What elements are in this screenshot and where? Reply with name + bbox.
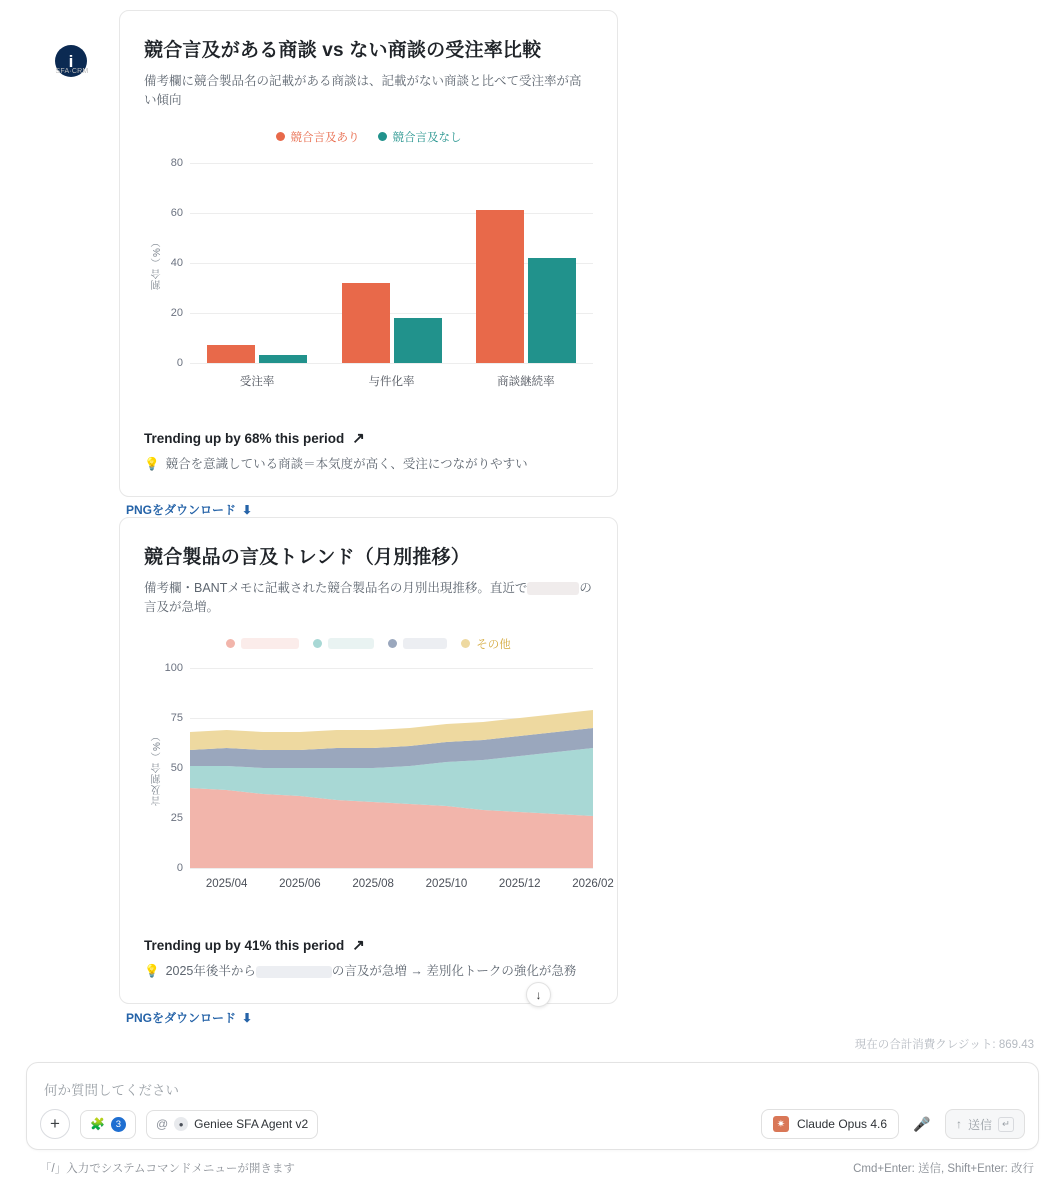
tools-badge: 3 bbox=[111, 1117, 126, 1132]
x-tick-label: 2025/06 bbox=[279, 877, 321, 890]
send-arrow-icon: ↑ bbox=[956, 1117, 963, 1131]
legend-area bbox=[120, 636, 617, 652]
trend-label: Trending up by 68% this period bbox=[144, 430, 345, 446]
card-footer bbox=[144, 429, 593, 474]
avatar-mark: i bbox=[68, 51, 74, 71]
y-tick-label: 0 bbox=[176, 861, 183, 874]
bar bbox=[528, 258, 576, 363]
x-tick-label: 2025/10 bbox=[425, 877, 468, 890]
legend-label-redacted bbox=[241, 638, 299, 649]
insight-text bbox=[144, 962, 593, 981]
legend-swatch bbox=[461, 639, 470, 648]
card-subtitle bbox=[144, 579, 593, 618]
insight-label bbox=[166, 962, 577, 981]
redacted-text bbox=[256, 966, 332, 978]
trending-up-arrow-icon: ↗ bbox=[352, 937, 365, 954]
legend-item bbox=[276, 129, 360, 145]
legend-item bbox=[226, 636, 299, 652]
gridline bbox=[190, 213, 593, 214]
subtitle-pre: 備考欄・BANTメモに記載された競合製品名の月別出現推移。直近で bbox=[144, 581, 528, 595]
download-icon: ⬇ bbox=[242, 1010, 253, 1025]
bar bbox=[259, 355, 307, 363]
legend-swatch bbox=[388, 639, 397, 648]
at-icon: @ bbox=[155, 1117, 169, 1131]
download-png-label: PNGをダウンロード bbox=[126, 503, 237, 517]
plus-icon: + bbox=[50, 1114, 60, 1133]
download-png-link[interactable] bbox=[126, 1009, 252, 1026]
avatar-caption: SFA·CRM bbox=[55, 68, 89, 75]
keyboard-shortcut-hint: Cmd+Enter: 送信, Shift+Enter: 改行 bbox=[853, 1163, 1034, 1175]
redacted-text bbox=[527, 582, 579, 595]
download-png-label: PNGをダウンロード bbox=[126, 1011, 237, 1025]
y-tick-label: 25 bbox=[170, 811, 183, 824]
gridline bbox=[190, 363, 593, 364]
legend-label: その他 bbox=[476, 638, 511, 651]
legend-item bbox=[313, 636, 374, 652]
microphone-icon: 🎤 bbox=[913, 1115, 931, 1132]
legend-label: 競合言及あり bbox=[290, 131, 360, 144]
x-tick-label: 受注率 bbox=[239, 375, 275, 388]
insight-label: 競合を意識している商談＝本気度が高く、受注につながりやすい bbox=[165, 457, 528, 471]
y-tick-label: 40 bbox=[170, 256, 183, 269]
bar bbox=[476, 210, 524, 363]
arrow-down-icon: ↓ bbox=[535, 987, 542, 1002]
trend-text bbox=[144, 429, 593, 447]
scroll-down-button[interactable] bbox=[526, 982, 551, 1007]
x-tick-label: 商談継続率 bbox=[497, 375, 555, 388]
legend-item bbox=[461, 636, 511, 652]
x-tick-label: 2025/08 bbox=[352, 877, 394, 890]
composer-toolbar bbox=[40, 1109, 1025, 1139]
y-tick-label: 75 bbox=[170, 711, 183, 724]
y-tick-label: 60 bbox=[170, 206, 183, 219]
bar-plot bbox=[144, 156, 593, 388]
insight-pre: 2025年後半から bbox=[165, 964, 256, 978]
trend-label: Trending up by 41% this period bbox=[144, 937, 345, 953]
legend-label-redacted bbox=[403, 638, 447, 649]
y-axis-label: 言及割合（%） bbox=[152, 729, 163, 806]
trending-up-arrow-icon: ↗ bbox=[352, 430, 365, 447]
legend-swatch bbox=[378, 132, 387, 141]
subtitle-post: の言及が急増。 bbox=[144, 581, 592, 615]
credit-usage-text: 現在の合計消費クレジット: 869.43 bbox=[854, 1039, 1034, 1051]
area-series-svg bbox=[190, 668, 593, 868]
add-attachment-button[interactable] bbox=[40, 1109, 70, 1139]
x-tick-label: 2026/02 bbox=[572, 877, 614, 890]
card-title: 競合言及がある商談 vs ない商談の受注率比較 bbox=[144, 40, 542, 61]
plot-area bbox=[170, 156, 593, 388]
lightbulb-icon: 💡 bbox=[144, 964, 160, 978]
x-tick-label: 2025/12 bbox=[498, 877, 541, 890]
send-label: 送信 bbox=[968, 1117, 993, 1132]
send-button[interactable] bbox=[945, 1109, 1025, 1139]
legend-swatch bbox=[276, 132, 285, 141]
legend-label-redacted bbox=[328, 638, 374, 649]
insight-text bbox=[144, 455, 593, 474]
legend-item bbox=[388, 636, 447, 652]
card-footer bbox=[144, 936, 593, 981]
bar bbox=[342, 283, 390, 363]
download-png-link[interactable] bbox=[126, 501, 252, 518]
model-label: Claude Opus 4.6 bbox=[796, 1117, 888, 1131]
composer-placeholder: 何か質問してください bbox=[44, 1083, 179, 1098]
slash-command-hint: 「/」入力でシステムコマンドメニューが開きます bbox=[40, 1163, 295, 1175]
legend-swatch bbox=[313, 639, 322, 648]
x-tick-label: 2025/04 bbox=[205, 877, 248, 890]
agent-selector[interactable] bbox=[146, 1110, 318, 1139]
y-tick-label: 100 bbox=[164, 661, 183, 674]
gridline bbox=[190, 163, 593, 164]
agent-icon: ● bbox=[174, 1117, 188, 1131]
area-plot bbox=[144, 661, 614, 890]
y-tick-label: 50 bbox=[170, 761, 183, 774]
model-selector[interactable] bbox=[761, 1109, 899, 1139]
legend-label: 競合言及なし bbox=[392, 131, 462, 144]
y-tick-label: 20 bbox=[170, 306, 183, 319]
y-axis-label: 割合（%） bbox=[152, 235, 163, 290]
microphone-button[interactable] bbox=[909, 1111, 935, 1137]
tools-button[interactable] bbox=[80, 1110, 136, 1139]
card-subtitle: 備考欄に競合製品名の記載がある商談は、記載がない商談と比べて受注率が高い傾向 bbox=[144, 74, 582, 108]
bar bbox=[207, 345, 255, 363]
agent-label: Geniee SFA Agent v2 bbox=[194, 1117, 309, 1131]
message-composer[interactable] bbox=[26, 1062, 1039, 1150]
chart-card-area bbox=[119, 517, 618, 1004]
chart-card-bar bbox=[119, 10, 618, 497]
puzzle-icon: 🧩 bbox=[90, 1117, 105, 1131]
y-tick-label: 0 bbox=[176, 356, 183, 369]
y-tick-label: 80 bbox=[170, 156, 183, 169]
legend-bar bbox=[120, 129, 617, 145]
insight-post: の言及が急増 → 差別化トークの強化が急務 bbox=[331, 964, 577, 978]
bar bbox=[394, 318, 442, 363]
gridline bbox=[190, 868, 593, 869]
card-title: 競合製品の言及トレンド（月別推移） bbox=[144, 547, 470, 568]
trend-text bbox=[144, 936, 593, 954]
legend-swatch bbox=[226, 639, 235, 648]
enter-key-hint: ↵ bbox=[998, 1117, 1014, 1132]
x-tick-label: 与件化率 bbox=[368, 375, 415, 388]
download-icon: ⬇ bbox=[242, 502, 253, 517]
plot-area bbox=[164, 661, 614, 890]
claude-icon: ✷ bbox=[773, 1116, 789, 1132]
lightbulb-icon: 💡 bbox=[144, 457, 160, 471]
legend-item bbox=[378, 129, 462, 145]
